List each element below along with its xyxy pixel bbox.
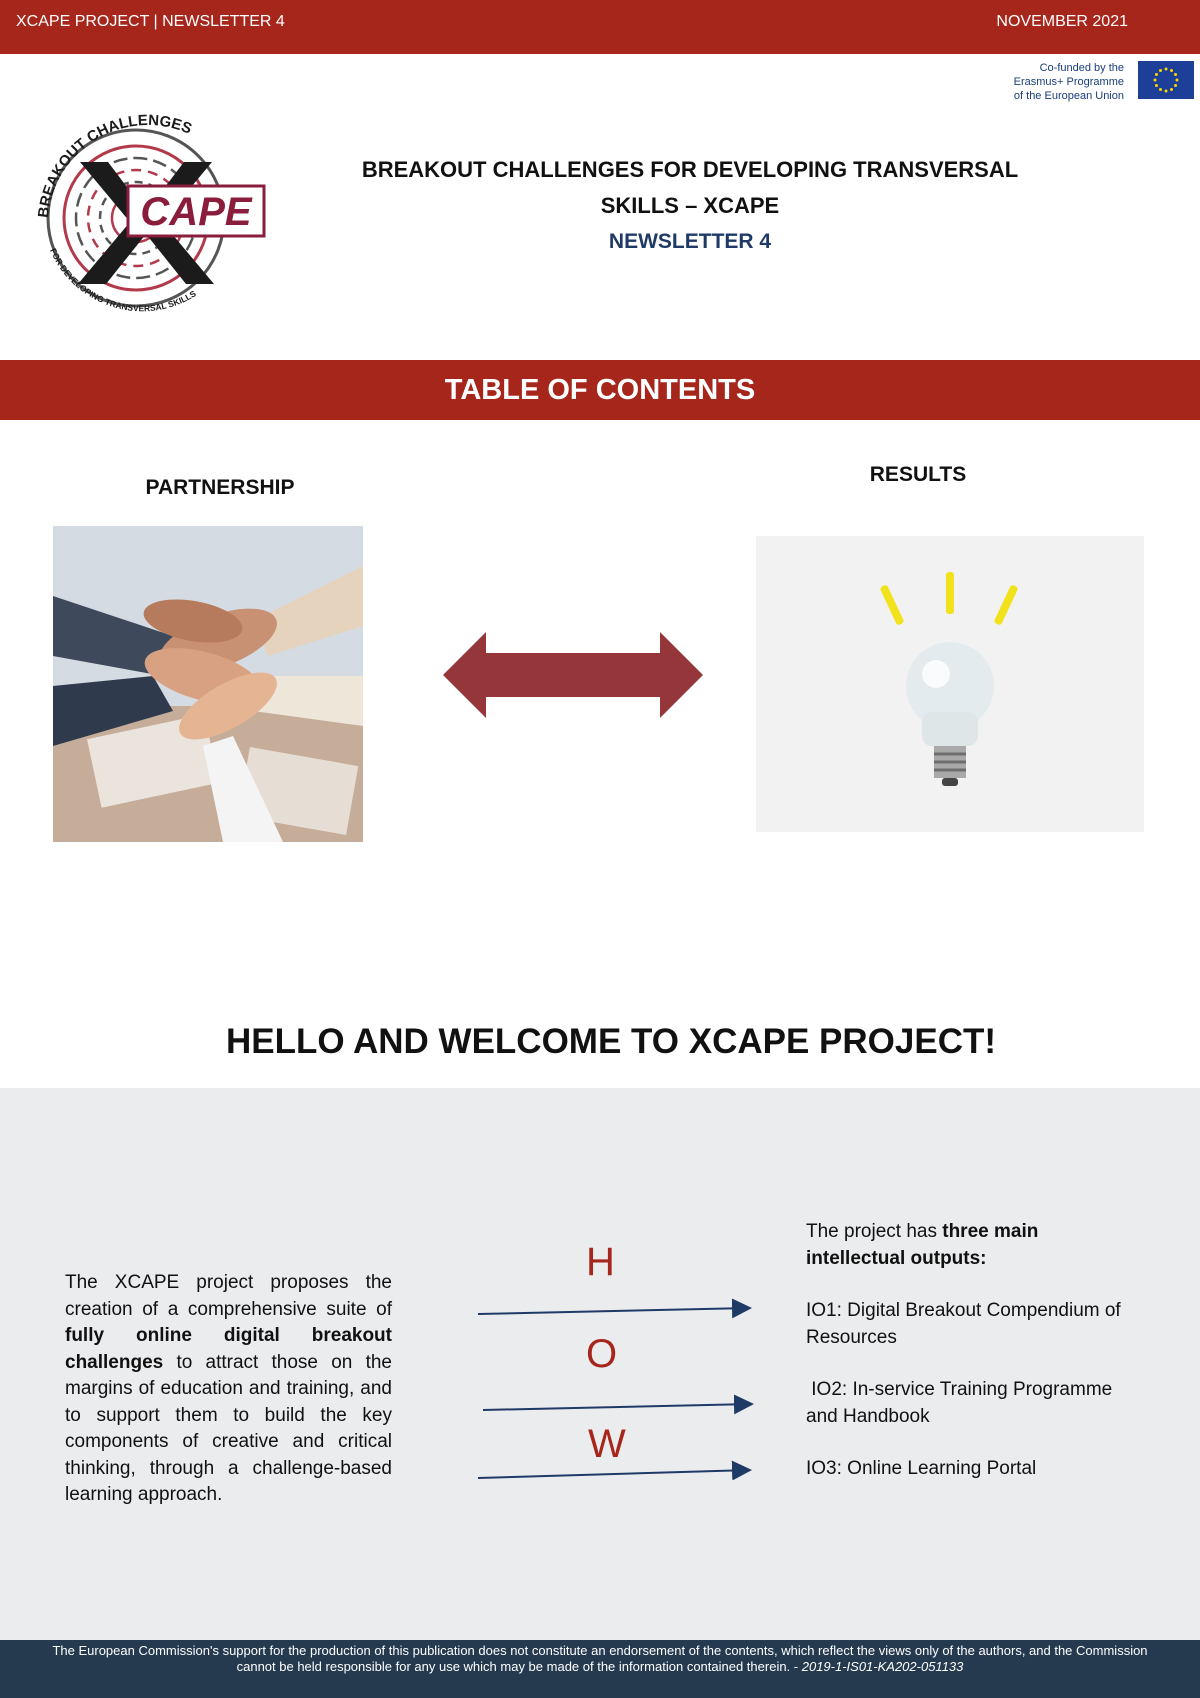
eu-notice-line1: Co-funded by the: [1039, 62, 1124, 74]
outputs-intro-bold: three main intellectual outputs:: [806, 1221, 1039, 1269]
title-line1: BREAKOUT CHALLENGES FOR DEVELOPING TRANSVERSAL: [361, 157, 1019, 182]
logo-arc-bottom: FOR DEVELOPING TRANSVERSAL SKILLS: [48, 246, 198, 314]
how-arrows-icon: [470, 1240, 760, 1480]
eu-star-icon: [1176, 79, 1179, 82]
toc-heading-bar: [0, 360, 1200, 420]
toc-partnership-label: PARTNERSHIP: [145, 476, 295, 499]
project-description: [65, 1270, 392, 1509]
intellectual-outputs: [806, 1219, 1136, 1509]
eu-notice-line2: Erasmus+ Programme: [1013, 76, 1124, 88]
toc-heading: TABLE OF CONTENTS: [444, 374, 756, 406]
how-letter-o: O: [586, 1332, 618, 1376]
project-code: 2019-1-IS01-KA202-051133: [801, 1659, 964, 1674]
newsletter-number: NEWSLETTER 4: [608, 230, 772, 253]
eu-cofunded-notice: [994, 59, 1194, 103]
eu-notice-text: [1014, 61, 1124, 103]
newsletter-title-block: [330, 152, 1050, 254]
header-project-label: XCAPE PROJECT | NEWSLETTER 4: [16, 13, 285, 30]
eu-star-icon: [1174, 84, 1177, 87]
logo-arc-top: BREAKOUT CHALLENGES: [34, 111, 195, 219]
xcape-logo: [28, 100, 268, 320]
eu-star-icon: [1159, 88, 1162, 91]
eu-star-icon: [1170, 69, 1173, 72]
welcome-heading: HELLO AND WELCOME TO XCAPE PROJECT!: [225, 1022, 997, 1061]
results-lightbulb-photo: [756, 536, 1144, 832]
description-text-2: to attract those on the margins of education and training, and to support them to build the key components of creative and critical thinking, through a challenge-based learning approach.: [65, 1351, 392, 1505]
how-letter-h: H: [586, 1240, 615, 1284]
how-letter-w: W: [588, 1422, 626, 1466]
eu-star-icon: [1165, 90, 1168, 93]
double-arrow-icon: [443, 632, 703, 718]
eu-star-icon: [1159, 69, 1162, 72]
header-date: NOVEMBER 2021: [996, 13, 1128, 30]
output-item-io3: IO3: Online Learning Portal: [806, 1458, 1037, 1479]
description-text-1: The XCAPE project proposes the creation of a comprehensive suite of: [65, 1272, 392, 1320]
outputs-intro: [806, 1219, 1136, 1272]
output-item-io2: IO2: In-service Training Programme and Handbook: [806, 1379, 1118, 1427]
output-item-io1: IO1: Digital Breakout Compendium of Resources: [806, 1300, 1121, 1348]
eu-star-icon: [1174, 73, 1177, 76]
title-line2: SKILLS – XCAPE: [600, 193, 780, 218]
eu-flag-icon: [1138, 61, 1194, 99]
top-bar: [0, 0, 1200, 54]
eu-notice-line3: of the European Union: [1013, 90, 1124, 102]
disclaimer-line1: The European Commission's support for the production of this publication does not constitute an endorsement of the contents, which reflect the views only of the authors, and the Commission: [52, 1643, 1148, 1658]
disclaimer-line2-text: cannot be held responsible for any use which may be made of the information contained therein. -: [236, 1659, 802, 1674]
eu-star-icon: [1154, 79, 1157, 82]
toc-results-label: RESULTS: [869, 463, 967, 486]
disclaimer-line2: [0, 1659, 1200, 1675]
how-diagram: [470, 1240, 760, 1480]
description-bold: fully online digital breakout challenges: [65, 1325, 392, 1373]
partnership-photo: [53, 526, 363, 842]
eu-star-icon: [1155, 73, 1158, 76]
outputs-intro-text: The project has: [806, 1221, 943, 1242]
eu-star-icon: [1165, 68, 1168, 71]
eu-star-icon: [1155, 84, 1158, 87]
logo-wordmark: CAPE: [140, 190, 252, 234]
eu-star-icon: [1170, 88, 1173, 91]
eu-disclaimer-footer: [0, 1640, 1200, 1698]
